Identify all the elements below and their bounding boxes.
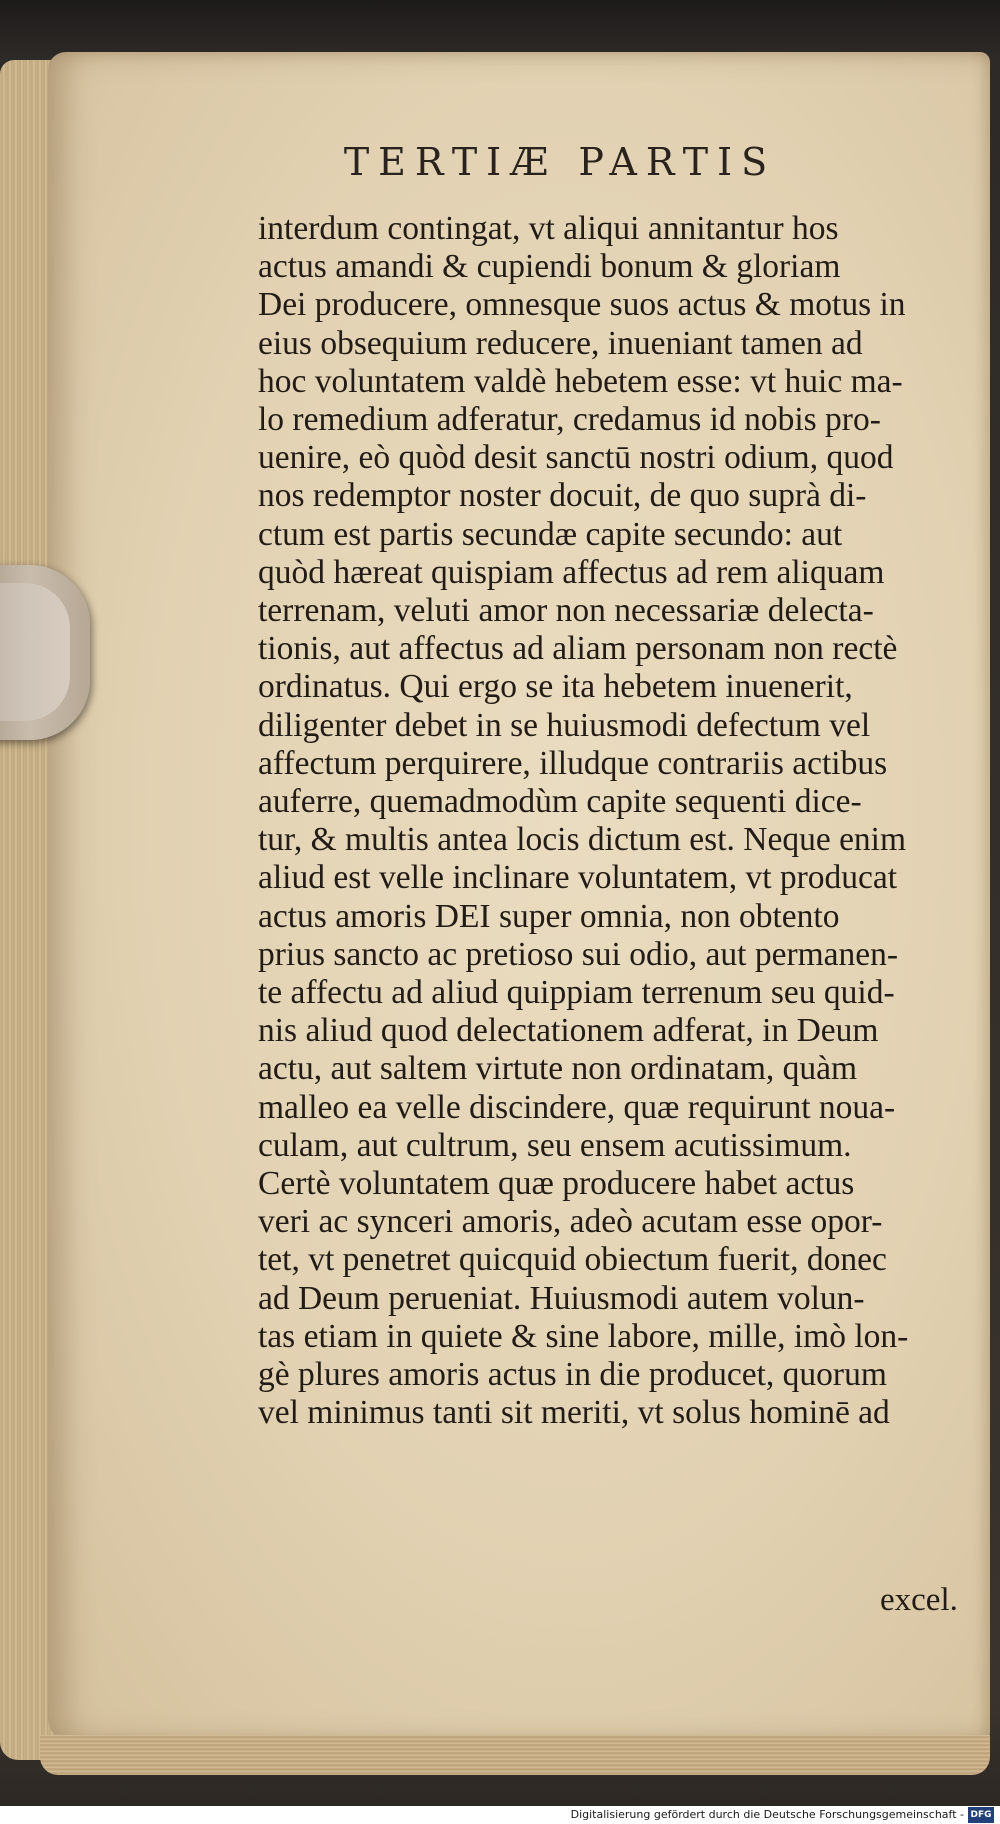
text-line: terrenam, veluti amor non necessariæ delecta- bbox=[258, 592, 874, 630]
text-line: veri ac synceri amoris, adeò acutam esse opor- bbox=[258, 1203, 883, 1241]
running-head: TERTIÆ PARTIS bbox=[343, 140, 777, 184]
text-line: ad Deum perueniat. Huiusmodi autem volun- bbox=[258, 1279, 865, 1317]
text-line: tionis, aut affectus ad aliam personam non rectè bbox=[258, 630, 898, 668]
text-line: nos redemptor noster docuit, de quo suprà di- bbox=[258, 477, 867, 515]
text-line: lo remedium adferatur, credamus id nobis pro- bbox=[258, 401, 881, 439]
text-line: tas etiam in quiete & sine labore, mille, imò lon- bbox=[258, 1317, 909, 1355]
text-line: auferre, quemadmodùm capite sequenti dice- bbox=[258, 783, 862, 821]
digitization-credit: Digitalisierung gefördert durch die Deutsche Forschungsgemeinschaft - bbox=[570, 1808, 964, 1821]
text-line: Dei producere, omnesque suos actus & motus in bbox=[258, 286, 906, 324]
text-line: ctum est partis secundæ capite secundo: aut bbox=[258, 515, 843, 553]
thumbnail bbox=[0, 583, 70, 721]
text-line: actu, aut saltem virtute non ordinatam, quàm bbox=[258, 1050, 858, 1088]
text-line: tur, & multis antea locis dictum est. Neque enim bbox=[258, 821, 907, 859]
text-line: quòd hæreat quispiam affectus ad rem aliquam bbox=[258, 553, 885, 591]
text-line: vel minimus tanti sit meriti, vt solus hominē ad bbox=[258, 1394, 890, 1432]
text-line: uenire, eò quòd desit sanctū nostri odium, quod bbox=[258, 439, 894, 477]
text-line: culam, aut cultrum, seu ensem acutissimum. bbox=[258, 1126, 852, 1164]
text-line: tet, vt penetret quicquid obiectum fuerit, donec bbox=[258, 1241, 887, 1279]
text-line: eius obsequium reducere, inueniant tamen ad bbox=[258, 324, 863, 362]
text-line: affectum perquirere, illudque contrariis actibus bbox=[258, 744, 888, 782]
text-line: hoc voluntatem valdè hebetem esse: vt huic ma- bbox=[258, 362, 903, 400]
body-text bbox=[258, 210, 978, 1433]
text-line: prius sancto ac pretioso sui odio, aut permanen- bbox=[258, 935, 899, 973]
text-line: te affectu ad aliud quippiam terrenum seu quid- bbox=[258, 974, 895, 1012]
thumb-holding-page bbox=[0, 565, 90, 740]
text-line: aliud est velle inclinare voluntatem, vt producat bbox=[258, 859, 898, 897]
text-line: actus amoris DEI super omnia, non obtento bbox=[258, 897, 840, 935]
catchword: excel. bbox=[880, 1582, 958, 1618]
text-line: actus amandi & cupiendi bonum & gloriam bbox=[258, 248, 841, 286]
text-line: malleo ea velle discindere, quæ requirunt noua- bbox=[258, 1088, 896, 1126]
text-line: interdum contingat, vt aliqui annitantur hos bbox=[258, 210, 839, 247]
text-line: nis aliud quod delectationem adferat, in Deum bbox=[258, 1012, 879, 1050]
text-line: diligenter debet in se huiusmodi defectum vel bbox=[258, 706, 871, 744]
dfg-logo-icon: DFG bbox=[968, 1807, 994, 1823]
book-page-edges-bottom bbox=[40, 1735, 990, 1775]
text-line: ordinatus. Qui ergo se ita hebetem inuenerit, bbox=[258, 668, 853, 706]
text-line: Certè voluntatem quæ producere habet actus bbox=[258, 1165, 855, 1203]
text-line: gè plures amoris actus in die producet, quorum bbox=[258, 1356, 887, 1394]
